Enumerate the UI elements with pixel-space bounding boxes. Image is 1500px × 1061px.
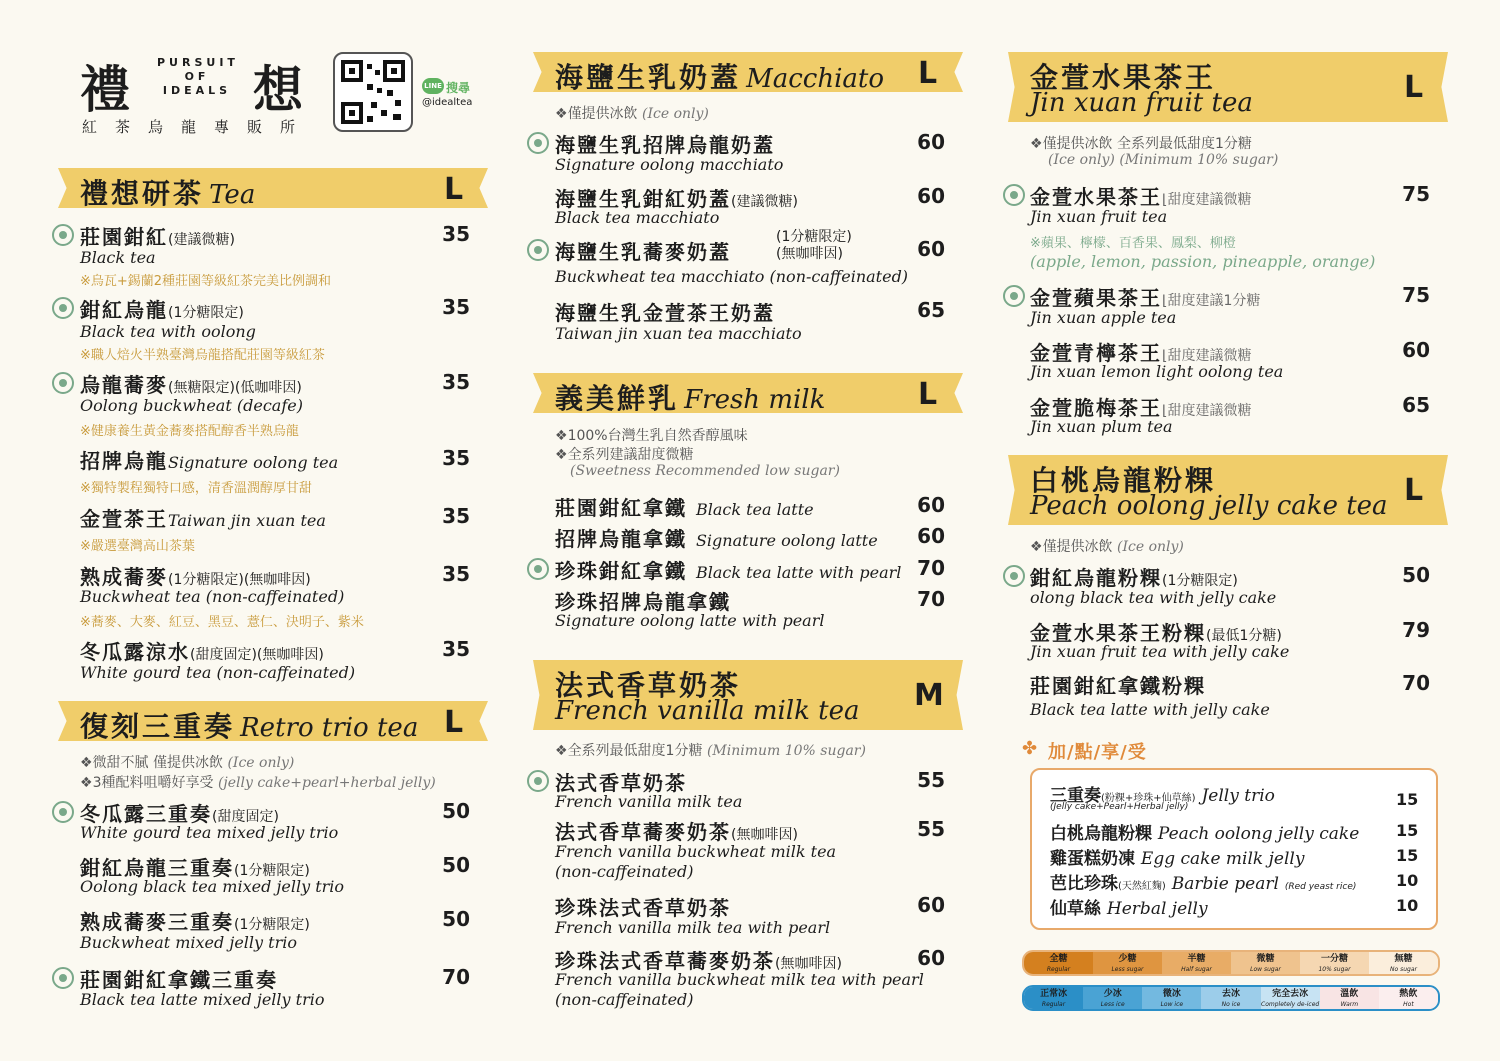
brand-en-3: IDEALS	[162, 84, 232, 97]
sugar-level-option	[1300, 952, 1369, 974]
item-price: 70	[1402, 671, 1430, 695]
item-name-en-2: (non-caffeinated)	[555, 990, 694, 1009]
recommended-badge-icon	[52, 801, 74, 823]
item-tag: (甜度固定)(無咖啡因)	[190, 647, 324, 663]
addon-tag: (粉粿+珍珠+仙草絲)	[1101, 793, 1196, 804]
recommended-badge-icon	[527, 132, 549, 154]
line-icon: LINE	[422, 78, 444, 94]
item-name-en: olong black tea with jelly cake	[1030, 588, 1277, 607]
section-title-en: Tea	[209, 180, 256, 210]
section-note: ❖100%台灣生乳自然香醇風味	[555, 428, 748, 444]
item-name: 珍珠法式香草奶茶	[555, 896, 731, 920]
sugar-level-option-zh: 微糖	[1256, 954, 1275, 964]
ice-level-option-en: Hot	[1403, 1001, 1414, 1008]
section-note-en	[1048, 152, 1278, 168]
line-search-label[interactable]: 搜尋	[446, 81, 471, 95]
item-name-zh: 烏龍蕎麥	[80, 373, 168, 397]
ice-level-option-en: Low ice	[1160, 1001, 1184, 1008]
section-title-en: Retro trio tea	[240, 713, 419, 743]
note-en: (jelly cake+pearl+herbal jelly)	[217, 775, 436, 791]
sugar-level-option-en: 10% sugar	[1318, 966, 1351, 973]
item-name-zh: 鉗紅烏龍粉粿	[1030, 566, 1162, 590]
note-zh: 全系列最低甜度1分糖	[567, 743, 703, 759]
ice-level-option	[1142, 987, 1201, 1009]
item-price: 60	[917, 893, 945, 917]
item-note: ※蘋果、檸檬、百香果、鳳梨、柳橙	[1030, 236, 1236, 251]
section-title-en: Jin xuan fruit tea	[1030, 88, 1253, 118]
addon-name-zh: 仙草絲	[1050, 899, 1101, 919]
size-label: L	[1404, 473, 1424, 508]
ice-level-option	[1024, 987, 1083, 1009]
item-price: 35	[442, 562, 470, 586]
note-zh: 100%台灣生乳自然香醇風味	[567, 428, 748, 444]
item-tag: (1分糖限定)	[168, 305, 244, 321]
item-tag: (1分糖限定)	[234, 917, 310, 933]
note-en: (Ice only)	[642, 106, 709, 122]
section-note-en	[570, 463, 840, 479]
item-tag: ⌊甜度建議微糖	[1162, 403, 1252, 419]
item-name	[555, 816, 798, 845]
item-tag: (無咖啡因)	[775, 956, 842, 972]
item-name: 海鹽生乳蕎麥奶蓋	[555, 240, 731, 264]
sugar-level-option-zh: 全糖	[1049, 954, 1068, 964]
size-label: L	[918, 377, 938, 412]
sugar-level-option	[1162, 952, 1231, 974]
item-name	[555, 492, 814, 521]
addon-name-zh: 雞蛋糕奶凍	[1050, 849, 1135, 869]
brand-english	[157, 56, 237, 98]
item-name	[555, 523, 878, 552]
ice-level-option	[1261, 987, 1320, 1009]
section-note: ❖僅提供冰飲 (Ice only)	[555, 106, 709, 122]
section-note: ❖僅提供冰飲 (Ice only)	[1030, 539, 1184, 555]
item-name-en: Black tea macchiato	[555, 208, 720, 227]
section-title-zh: 義美鮮乳	[555, 382, 680, 415]
item-name-en: Buckwheat tea (non-caffeinated)	[80, 587, 345, 606]
sugar-level-option-zh: 半糖	[1187, 954, 1206, 964]
recommended-badge-icon	[527, 770, 549, 792]
item-price: 35	[442, 295, 470, 319]
item-note-en: (apple, lemon, passion, pineapple, orange)	[1030, 252, 1376, 271]
item-note: ※嚴選臺灣高山茶葉	[80, 539, 195, 554]
recommended-badge-icon	[1003, 184, 1025, 206]
note-en: (Sweetness Recommended low sugar)	[570, 463, 840, 479]
item-tag: ⌊甜度建議微糖	[1162, 192, 1252, 208]
brand-en-1: PURSUIT	[157, 56, 239, 69]
item-name-zh: 冬瓜露三重奏	[80, 802, 212, 826]
sugar-level-option-zh: 無糖	[1394, 954, 1413, 964]
addon-price: 10	[1396, 896, 1419, 915]
sugar-level-option-zh: 少糖	[1118, 954, 1137, 964]
item-name-en: White gourd tea (non-caffeinated)	[80, 663, 356, 682]
addon-name-en: Jelly trio	[1201, 786, 1275, 806]
item-tag: (1分糖限定)	[1162, 573, 1238, 589]
note-zh: 僅提供冰飲	[567, 106, 638, 122]
ice-level-option-en: Less ice	[1100, 1001, 1125, 1008]
ice-level-option	[1320, 987, 1379, 1009]
addon-item	[1050, 819, 1359, 844]
ice-level-option-zh: 少冰	[1103, 989, 1122, 999]
section-title-zh: 禮想研茶	[80, 177, 205, 210]
section-note: ❖微甜不膩 僅提供冰飲 (Ice only)	[80, 755, 295, 771]
ice-level-option-zh: 完全去冰	[1272, 989, 1309, 999]
item-price: 60	[917, 493, 945, 517]
sugar-level-option	[1093, 952, 1162, 974]
item-price: 35	[442, 222, 470, 246]
note-zh: 3種配料咀嚼好享受	[92, 775, 214, 791]
item-name-zh: 招牌烏龍	[80, 449, 168, 473]
item-tags	[776, 229, 852, 263]
recommended-badge-icon	[52, 372, 74, 394]
item-name-zh: 海鹽生乳鉗紅奶蓋	[555, 187, 731, 211]
item-name: 法式香草奶茶	[555, 771, 687, 795]
item-name-en: Black tea latte with jelly cake	[1030, 700, 1270, 719]
item-price: 35	[442, 370, 470, 394]
ice-level-option-zh: 去冰	[1221, 989, 1240, 999]
item-name-en: Black tea latte mixed jelly trio	[80, 990, 325, 1009]
ice-level-option-en: Warm	[1340, 1001, 1359, 1008]
item-name-zh: 金萱蘋果茶王	[1030, 286, 1162, 310]
item-note: ※健康養生黃金蕎麥搭配醇香半熟烏龍	[80, 424, 299, 439]
section-title-fresh-milk	[555, 377, 825, 417]
brand-subtitle: 紅茶烏龍專販所	[82, 118, 314, 136]
item-price: 55	[917, 817, 945, 841]
item-price: 50	[442, 853, 470, 877]
item-name-en: Taiwan jin xuan tea macchiato	[555, 324, 802, 343]
note-zh: 微甜不膩 僅提供冰飲	[92, 755, 224, 771]
section-title-zh: 復刻三重奏	[80, 710, 236, 743]
qr-code-icon[interactable]	[333, 52, 413, 132]
item-name-zh: 金萱脆梅茶王	[1030, 396, 1162, 420]
item-name-en: Black tea with oolong	[80, 322, 256, 341]
sugar-level-scale	[1022, 950, 1440, 976]
recommended-badge-icon	[527, 558, 549, 580]
ice-level-scale	[1022, 985, 1440, 1011]
addon-name-en: Peach oolong jelly cake	[1157, 824, 1360, 844]
note-en: (Ice only)	[1117, 539, 1184, 555]
item-price: 65	[1402, 393, 1430, 417]
recommended-badge-icon	[52, 297, 74, 319]
item-name-zh: 金萱茶王	[80, 507, 168, 531]
item-price: 65	[917, 298, 945, 322]
item-name-en: French vanilla buckwheat milk tea with pearl	[555, 970, 924, 989]
section-title-zh: 白桃烏龍粉粿	[1030, 464, 1217, 497]
item-name-en: Jin xuan fruit tea	[1030, 207, 1168, 226]
sugar-level-option-en: Half sugar	[1181, 966, 1212, 973]
section-title-zh: 海鹽生乳奶蓋	[555, 61, 742, 94]
brand-en-2: OF	[184, 70, 210, 83]
item-tag: (無糖限定)(低咖啡因)	[168, 380, 302, 396]
size-label: L	[918, 56, 938, 91]
item-tag: (建議微糖)	[168, 232, 235, 248]
item-name-en: Jin xuan fruit tea with jelly cake	[1030, 642, 1290, 661]
item-note: ※蕎麥、大麥、紅豆、黑豆、薏仁、決明子、紫米	[80, 615, 364, 630]
item-name-en: French vanilla buckwheat milk tea	[555, 842, 837, 861]
addon-item	[1050, 869, 1356, 894]
note-en: (Ice only)	[227, 755, 295, 771]
item-name-zh: 莊園鉗紅拿鐵三重奏	[80, 968, 278, 992]
addon-tag: (天然紅麴)	[1118, 881, 1166, 892]
item-price: 60	[917, 184, 945, 208]
item-name-zh: 熟成蕎麥	[80, 565, 168, 589]
line-id[interactable]: @idealtea	[422, 97, 473, 108]
section-note: ❖全系列建議甜度微糖	[555, 447, 694, 463]
item-name	[80, 294, 244, 323]
item-price: 79	[1402, 618, 1430, 642]
recommended-badge-icon	[52, 224, 74, 246]
ice-level-option	[1083, 987, 1142, 1009]
item-note: ※烏瓦+錫蘭2種莊園等級紅茶完美比例調和	[80, 274, 332, 289]
recommended-badge-icon	[527, 239, 549, 261]
item-name-zh: 金萱水果茶王	[1030, 185, 1162, 209]
item-tag: (甜度固定)	[212, 809, 279, 825]
item-name	[1030, 282, 1260, 311]
sugar-level-option	[1369, 952, 1438, 974]
item-tag: (1分糖限定)(無咖啡因)	[168, 572, 311, 588]
item-name-zh: 熟成蕎麥三重奏	[80, 910, 234, 934]
section-title-en: Peach oolong jelly cake tea	[1030, 491, 1388, 521]
note-zh: 僅提供冰飲	[1042, 539, 1113, 555]
brand-char-2: 想	[253, 61, 305, 119]
sugar-level-option-en: Low sugar	[1250, 966, 1281, 973]
item-name-en: Oolong black tea mixed jelly trio	[80, 877, 345, 896]
note-zh: 全系列建議甜度微糖	[567, 447, 694, 463]
item-name-en: Black tea latte with pearl	[695, 563, 902, 582]
item-name-en: Oolong buckwheat (decafe)	[80, 396, 303, 415]
size-label: L	[444, 705, 464, 740]
sugar-level-option-en: No sugar	[1390, 966, 1417, 973]
addon-price: 15	[1396, 846, 1419, 865]
item-name-en-2: (non-caffeinated)	[555, 862, 694, 881]
section-title-en: French vanilla milk tea	[555, 696, 860, 726]
item-name-zh: 鉗紅烏龍三重奏	[80, 856, 234, 880]
item-name-en: Signature oolong macchiato	[555, 155, 784, 174]
item-name-en: Signature oolong tea	[168, 453, 339, 472]
ice-level-option-en: No ice	[1221, 1001, 1241, 1008]
item-price: 60	[917, 946, 945, 970]
section-title-zh: 金萱水果茶王	[1030, 61, 1217, 94]
item-name-en: Signature oolong latte with pearl	[555, 611, 825, 630]
item-name	[555, 555, 901, 584]
item-tag: (最低1分糖)	[1206, 628, 1282, 644]
item-name	[80, 964, 278, 993]
ice-level-option-zh: 溫飲	[1340, 989, 1359, 999]
section-title-retro-trio	[80, 705, 418, 745]
item-note: ※職人焙火半熟臺灣烏龍搭配莊園等級紅茶	[80, 348, 325, 363]
item-name-zh: 冬瓜露涼水	[80, 640, 190, 664]
addon-sub: (Jelly cake+Pearl+Herbal jelly)	[1050, 802, 1189, 812]
brand-char-1: 禮	[80, 61, 132, 119]
item-tag: ⌊甜度建議1分糖	[1162, 293, 1261, 309]
item-price: 60	[917, 237, 945, 261]
addon-name-en: Egg cake milk jelly	[1140, 849, 1305, 869]
sugar-level-option	[1231, 952, 1300, 974]
item-tag: (無咖啡因)	[731, 827, 798, 843]
item-name-zh: 招牌烏龍拿鐵	[555, 527, 687, 551]
size-label: L	[444, 172, 464, 207]
addon-price: 10	[1396, 871, 1419, 890]
item-name-en: Black tea latte	[695, 500, 814, 519]
ice-level-option-zh: 微冰	[1162, 989, 1181, 999]
item-name-en: White gourd tea mixed jelly trio	[80, 823, 339, 842]
item-name-en: Jin xuan plum tea	[1030, 417, 1173, 436]
item-price: 60	[1402, 338, 1430, 362]
item-price: 75	[1402, 283, 1430, 307]
item-name: 珍珠招牌烏龍拿鐵	[555, 590, 731, 614]
item-name	[80, 906, 310, 935]
item-tag: ⌊甜度建議微糖	[1162, 348, 1252, 364]
ice-level-option-zh: 正常冰	[1040, 989, 1068, 999]
ice-level-option	[1201, 987, 1260, 1009]
item-name	[80, 445, 338, 474]
section-title-zh: 法式香草奶茶	[555, 669, 742, 702]
recommended-badge-icon	[1003, 285, 1025, 307]
addon-price: 15	[1396, 821, 1419, 840]
section-title-tea	[80, 172, 255, 212]
item-price: 70	[442, 965, 470, 989]
item-name-zh: 珍珠鉗紅拿鐵	[555, 559, 687, 583]
ice-level-option-en: Regular	[1041, 1001, 1066, 1008]
item-name-zh: 鉗紅烏龍	[80, 298, 168, 322]
item-price: 50	[442, 907, 470, 931]
addon-name-zh: 芭比珍珠	[1050, 874, 1118, 894]
item-tag: (1分糖限定)	[776, 229, 852, 245]
item-tag: (無咖啡因)	[776, 246, 843, 262]
item-note: ※獨特製程獨特口感，清香溫潤醇厚甘甜	[80, 481, 312, 496]
item-price: 75	[1402, 182, 1430, 206]
item-price: 50	[1402, 563, 1430, 587]
addon-item	[1050, 894, 1208, 919]
sugar-level-option-en: Less sugar	[1111, 966, 1144, 973]
sugar-level-option-en: Regular	[1046, 966, 1071, 973]
item-name-zh: 法式香草蕎麥奶茶	[555, 820, 731, 844]
item-name	[80, 636, 324, 665]
item-name: 莊園鉗紅拿鐵粉粿	[1030, 674, 1206, 698]
ice-level-option-en: Completely de-iced	[1261, 1001, 1320, 1008]
clover-icon: ✤	[1022, 738, 1038, 759]
item-name-en: Jin xuan apple tea	[1030, 308, 1177, 327]
sugar-level-option-zh: 一分糖	[1320, 954, 1348, 964]
addon-item	[1050, 844, 1304, 869]
item-price: 60	[917, 524, 945, 548]
addon-tag-en: (Red yeast rice)	[1284, 882, 1357, 892]
item-price: 70	[917, 587, 945, 611]
addon-name-en: Barbie pearl	[1171, 874, 1279, 894]
addon-name-en: Herbal jelly	[1106, 899, 1208, 919]
ice-level-option	[1379, 987, 1438, 1009]
sugar-level-option	[1024, 952, 1093, 974]
item-name-en: Signature oolong latte	[695, 531, 878, 550]
item-price: 35	[442, 637, 470, 661]
section-note: ❖3種配料咀嚼好享受 (jelly cake+pearl+herbal jelly)	[80, 775, 436, 791]
item-name: 海鹽生乳招牌烏龍奶蓋	[555, 133, 775, 157]
size-label: L	[1404, 70, 1424, 105]
section-note: ❖僅提供冰飲 全系列最低甜度1分糖	[1030, 136, 1252, 152]
item-name-en: Jin xuan lemon light oolong tea	[1030, 362, 1284, 381]
recommended-badge-icon	[52, 967, 74, 989]
item-name: 海鹽生乳金萱茶王奶蓋	[555, 301, 775, 325]
item-name-en: Black tea	[80, 248, 156, 267]
item-price: 35	[442, 446, 470, 470]
item-name-en: Buckwheat tea macchiato (non-caffeinated)	[555, 267, 909, 286]
item-name-zh: 珍珠法式香草蕎麥奶茶	[555, 949, 775, 973]
item-price: 35	[442, 504, 470, 528]
item-name-en: French vanilla milk tea with pearl	[555, 918, 831, 937]
item-tag: (建議微糖)	[731, 194, 798, 210]
item-name-en: Taiwan jin xuan tea	[168, 511, 326, 530]
item-price: 55	[917, 768, 945, 792]
item-price: 70	[917, 556, 945, 580]
item-name	[1030, 562, 1238, 591]
item-name-en: French vanilla milk tea	[555, 792, 743, 811]
section-title-macchiato	[555, 56, 884, 96]
ice-level-option-zh: 熱飲	[1399, 989, 1418, 999]
item-tag: (1分糖限定)	[234, 863, 310, 879]
item-name-zh: 金萱青檸茶王	[1030, 341, 1162, 365]
item-name	[80, 221, 235, 250]
addon-name-zh: 白桃烏龍粉粿	[1050, 824, 1152, 844]
item-price: 50	[442, 799, 470, 823]
recommended-badge-icon	[1003, 565, 1025, 587]
item-name	[1030, 181, 1251, 210]
addon-price: 15	[1396, 790, 1419, 809]
addons-title: 加/點/享/受	[1048, 742, 1147, 763]
item-name-zh: 莊園鉗紅拿鐵	[555, 496, 687, 520]
section-title-en: Fresh milk	[684, 385, 826, 415]
addon-name-zh: 三重奏	[1050, 786, 1101, 806]
item-name	[80, 503, 326, 532]
item-name-zh: 莊園鉗紅	[80, 225, 168, 249]
item-name	[80, 561, 311, 590]
size-label: M	[914, 678, 944, 713]
item-price: 60	[917, 130, 945, 154]
note-en: (Ice only) (Minimum 10% sugar)	[1048, 152, 1279, 168]
section-note: ❖全系列最低甜度1分糖 (Minimum 10% sugar)	[555, 743, 866, 759]
note-zh: 僅提供冰飲 全系列最低甜度1分糖	[1042, 136, 1252, 152]
section-title-en: Macchiato	[746, 64, 885, 94]
note-en: (Minimum 10% sugar)	[706, 743, 866, 759]
item-name-en: Buckwheat mixed jelly trio	[80, 933, 297, 952]
item-name	[80, 369, 302, 398]
item-name-zh: 金萱水果茶王粉粿	[1030, 621, 1206, 645]
